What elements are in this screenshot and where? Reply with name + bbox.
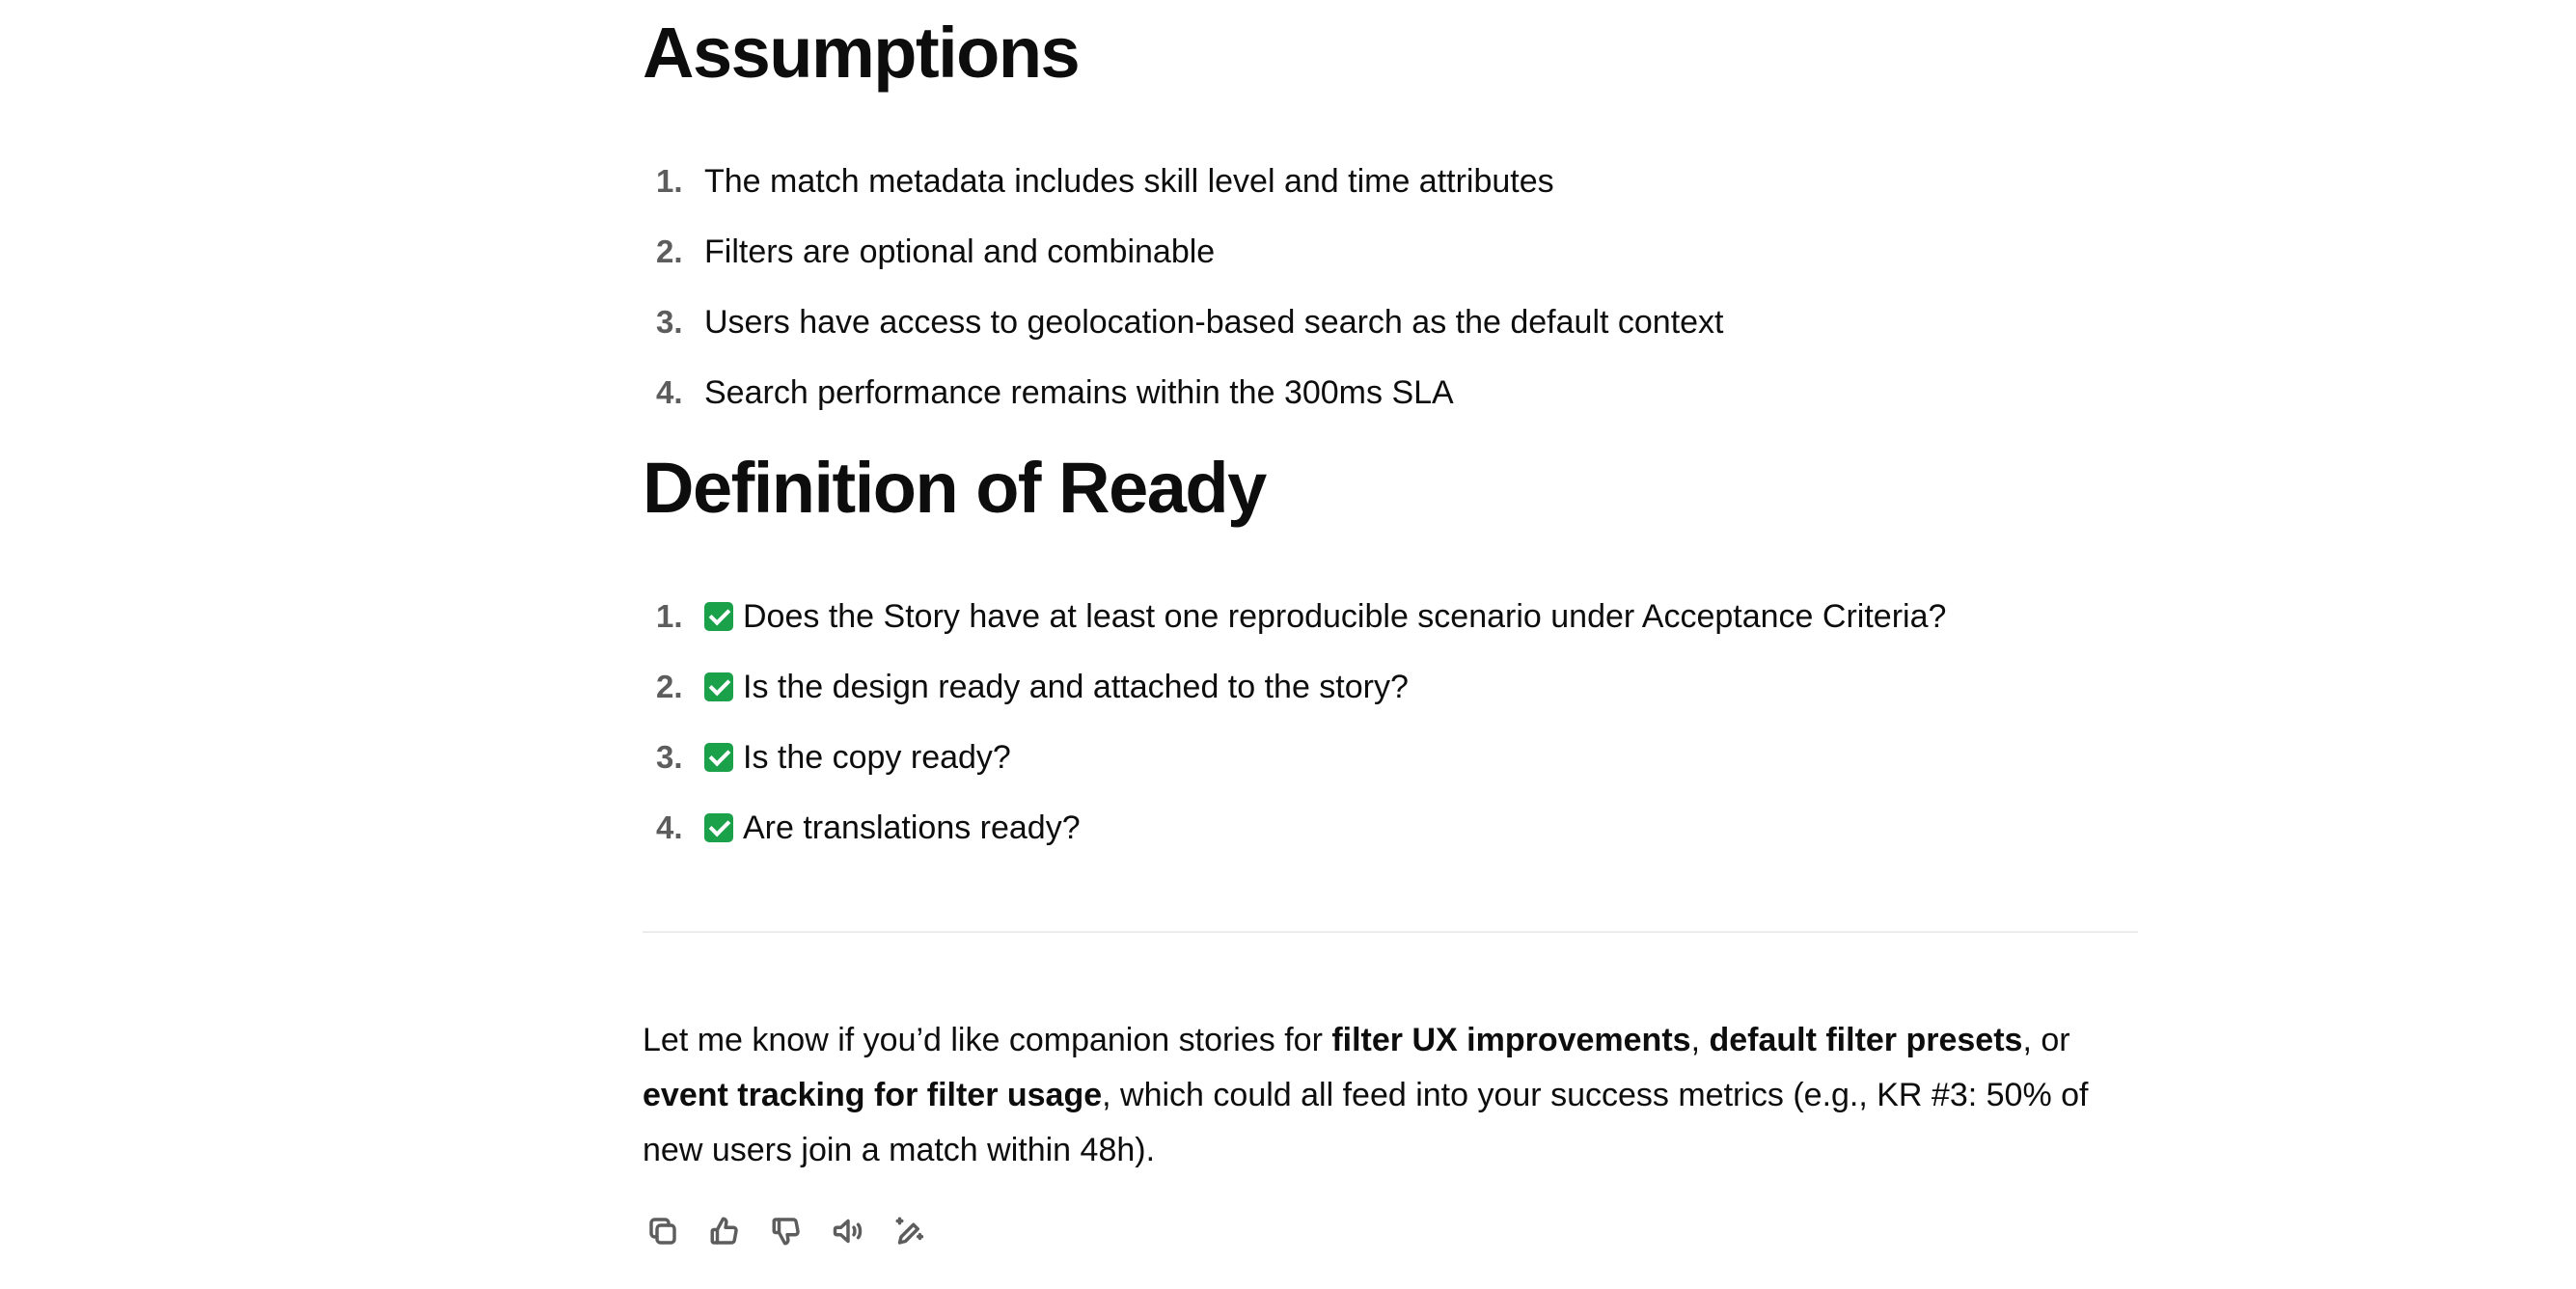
thumbs-down-icon	[769, 1214, 804, 1248]
list-number: 2.	[656, 669, 683, 704]
list-item-text: Users have access to geolocation-based search as the default context	[704, 304, 1724, 341]
check-mark-button-icon	[704, 743, 733, 772]
list-number: 2.	[656, 233, 683, 269]
list-item-text: Search performance remains within the 300ms SLA	[704, 374, 1454, 411]
list-number: 3.	[656, 739, 683, 775]
check-mark-button-icon	[704, 672, 733, 701]
list-item	[643, 730, 1946, 801]
list-item-text: Is the copy ready?	[743, 739, 1011, 776]
list-number: 3.	[656, 304, 683, 340]
speaker-icon	[831, 1214, 865, 1248]
closing-paragraph	[643, 1013, 2138, 1178]
closing-text: , which could all feed into your success metrics (e.g., KR #3: 50% of new users join a match within 48h).	[643, 1077, 2089, 1168]
closing-bold-text: filter UX improvements	[1331, 1022, 1691, 1058]
list-item	[643, 295, 1724, 366]
list-item-text: Is the design ready and attached to the story?	[743, 669, 1409, 705]
list-number: 1.	[656, 163, 683, 199]
list-item	[643, 366, 1724, 436]
list-item	[643, 225, 1724, 295]
copy-icon	[645, 1214, 680, 1248]
list-item	[643, 154, 1724, 225]
list-item	[643, 660, 1946, 730]
list-item	[643, 801, 1946, 871]
list-item	[643, 590, 1946, 660]
list-number: 1.	[656, 598, 683, 634]
read-aloud-button[interactable]	[828, 1211, 868, 1251]
list-item-text: Are translations ready?	[743, 809, 1081, 846]
good-response-button[interactable]	[704, 1211, 745, 1251]
thumbs-up-icon	[707, 1214, 742, 1248]
closing-text: Let me know if you’d like companion stories for	[643, 1022, 1332, 1058]
closing-text: , or	[2022, 1022, 2070, 1058]
divider	[643, 931, 2138, 933]
closing-text: ,	[1690, 1022, 1710, 1058]
definition-of-ready-heading: Definition of Ready	[643, 448, 1266, 528]
assumptions-list	[643, 154, 1724, 436]
list-item-text: The match metadata includes skill level and time attributes	[704, 163, 1554, 200]
list-number: 4.	[656, 809, 683, 845]
pencil-sparkle-icon	[892, 1214, 927, 1248]
edit-in-canvas-button[interactable]	[890, 1211, 930, 1251]
check-mark-button-icon	[704, 813, 733, 842]
definition-of-ready-list	[643, 590, 1946, 871]
closing-bold-text: event tracking for filter usage	[643, 1077, 1103, 1113]
list-number: 4.	[656, 374, 683, 410]
assumptions-heading: Assumptions	[643, 13, 1080, 93]
bad-response-button[interactable]	[766, 1211, 807, 1251]
check-mark-button-icon	[704, 602, 733, 631]
message-actions	[643, 1211, 930, 1251]
list-item-text: Filters are optional and combinable	[704, 233, 1216, 270]
closing-bold-text: default filter presets	[1709, 1022, 2023, 1058]
list-item-text: Does the Story have at least one reproducible scenario under Acceptance Criteria?	[743, 598, 1947, 635]
copy-button[interactable]	[643, 1211, 683, 1251]
